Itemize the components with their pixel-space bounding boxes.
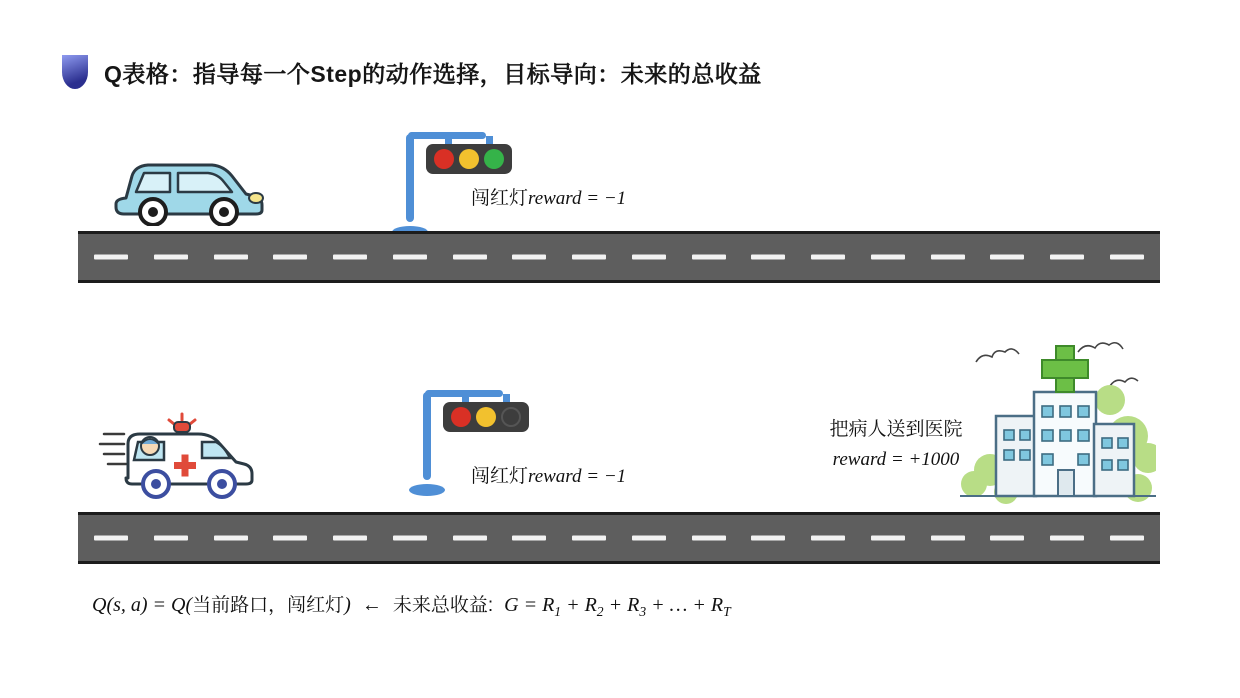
bullet-shape-icon <box>62 55 88 89</box>
traffic-light-base <box>409 484 445 496</box>
formula-lhs: Q(s, a) = Q( <box>92 594 193 616</box>
traffic-light-box <box>426 144 512 174</box>
road-bottom-lane-markings <box>78 536 1160 541</box>
traffic-light-pole <box>423 392 431 480</box>
q-function-formula <box>92 590 731 620</box>
formula-state-text: 当前路口，闯红灯 <box>192 595 345 616</box>
traffic-light <box>398 124 518 234</box>
formula-lhs-close: ) <box>344 594 351 616</box>
traffic-light-green-icon <box>484 149 504 169</box>
hospital-reward-label <box>806 415 986 475</box>
ambulance-illustration <box>98 400 268 505</box>
reward-label-scene2-cjk: 闯红灯 <box>471 466 529 487</box>
road-bottom <box>78 512 1160 564</box>
reward-label-scene2-math: reward = −1 <box>528 466 627 487</box>
reward-label-scene2 <box>471 461 626 488</box>
traffic-light-box <box>443 402 529 432</box>
car-illustration <box>108 148 268 231</box>
road-top-lane-markings <box>78 255 1160 260</box>
page-title: Q表格：指导每一个Step的动作选择，目标导向：未来的总收益 <box>104 60 762 87</box>
traffic-light-red-icon <box>451 407 471 427</box>
traffic-light-green-icon <box>501 407 521 427</box>
reward-label-scene1-math: reward = −1 <box>528 188 627 209</box>
road-top <box>78 231 1160 283</box>
traffic-light-yellow-icon <box>476 407 496 427</box>
formula-arrow-icon: ← <box>361 594 382 616</box>
hospital-reward-label-line1: 把病人送到医院 <box>829 419 963 440</box>
slide-title <box>62 55 762 89</box>
traffic-light-yellow-icon <box>459 149 479 169</box>
reward-label-scene1 <box>471 183 626 210</box>
reward-label-scene1-cjk: 闯红灯 <box>471 188 529 209</box>
hospital-reward-label-line2: reward = +1000 <box>832 449 960 470</box>
traffic-light-pole <box>406 134 414 222</box>
formula-future-label: 未来总收益: <box>392 595 494 616</box>
traffic-light-red-icon <box>434 149 454 169</box>
hospital-illustration <box>960 340 1156 521</box>
formula-rhs: $G = R_1 + R_2 + R_3$ + … + $R_T$ <box>504 594 731 619</box>
